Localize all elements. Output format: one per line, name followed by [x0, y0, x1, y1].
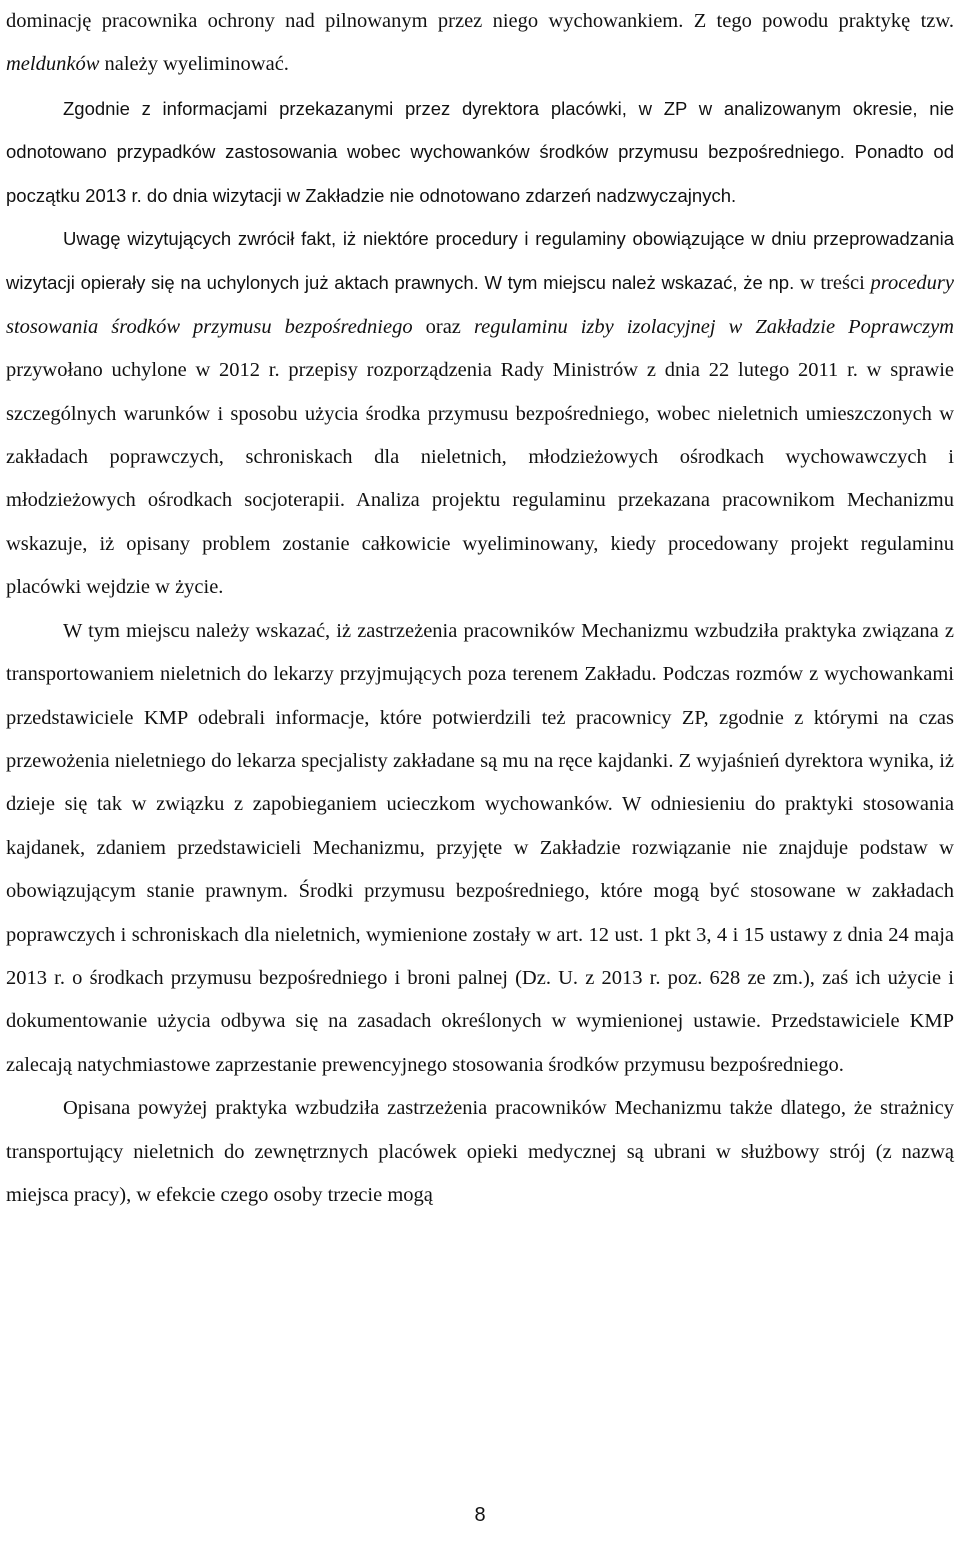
- paragraph-guard-uniforms: [6, 1087, 954, 1217]
- regulation-title: regulaminu izby izolacyjnej w Zakładzie Poprawczym: [473, 315, 954, 338]
- paragraph-director-information: [6, 87, 954, 217]
- paragraph-handcuffs-transport: [6, 610, 954, 1087]
- paragraph-text: Uwagę wizytujących zwrócił fakt, iż niektóre procedury i regulaminy obowiązujące w dniu przeprowadzania wizytacji opierały się na uchylonych już aktach prawnych. W tym miejscu należ wskazać, że np.: [6, 228, 954, 294]
- page-number: 8: [474, 1504, 486, 1526]
- emphasized-term: meldunków: [6, 53, 100, 76]
- paragraph-text: przywołano uchylone w 2012 r. przepisy rozporządzenia Rady Ministrów z dnia 22 lutego 2011 r. w sprawie szczególnych warunków i sposobu użycia środka przymusu bezpośredniego, wobec nieletnich umieszczonych w zakładach poprawczych, schroniskach dla nieletnich, młodzieżowych ośrodkach wychowawczych i młodzieżowych ośrodkach socjoterapii. Analiza projektu regulaminu przekazana pracownikom Mechanizmu wskazuje, iż opisany problem zostanie całkowicie wyeliminowany, kiedy procedowany projekt regulaminu placówki wejdzie w życie.: [6, 359, 954, 599]
- paragraph-text: Zgodnie z informacjami przekazanymi przez dyrektora placówki, w ZP w analizowanym okresie, nie odnotowano przypadków zastosowania wobec wychowanków środków przymusu bezpośredniego. Ponadto od początku 2013 r. do dnia wizytacji w Zakładzie nie odnotowano zdarzeń nadzwyczajnych.: [6, 97, 954, 206]
- paragraph-text: w treści: [799, 272, 871, 295]
- paragraph-text: oraz: [412, 315, 474, 338]
- paragraph-text: Opisana powyżej praktyka wzbudziła zastrzeżenia pracowników Mechanizmu także dlatego, że strażnicy transportujący nieletnich do zewnętrznych placówek opieki medycznej są ubrani w służbowy strój (z nazwą miejsca pracy), w efekcie czego osoby trzecie mogą: [6, 1097, 954, 1206]
- paragraph-outdated-procedures: [6, 217, 954, 610]
- paragraph-text: W tym miejscu należy wskazać, iż zastrzeżenia pracowników Mechanizmu wzbudziła praktyka związana z transportowaniem nieletnich do lekarzy przyjmujących poza terenem Zakładu. Podczas rozmów z wychowankami przedstawiciele KMP odebrali informacje, które potwierdzili też pracownicy ZP, zgodnie z którymi na czas przewożenia nieletniego do lekarza specjalisty zakładane są mu na ręce kajdanki. Z wyjaśnień dyrektora wynika, iż dzieje się tak w związku z zapobieganiem ucieczkom wychowanków. W odniesieniu do praktyki stosowania kajdanek, zdaniem przedstawicieli Mechanizmu, przyjęte w Zakładzie rozwiązanie nie znajduje podstaw w obowiązującym stanie prawnym. Środki przymusu bezpośredniego, które mogą być stosowane w zakładach poprawczych i schroniskach dla nieletnich, wymienione zostały w art. 12 ust. 1 pkt 3, 4 i 15 ustawy z dnia 24 maja 2013 r. o środkach przymusu bezpośredniego i broni palnej (Dz. U. z 2013 r. poz. 628 ze zm.), zaś ich użycie i dokumentowanie użycia odbywa się na zasadach określonych w wymienionej ustawie. Przedstawiciele KMP zalecają natychmiastowe zaprzestanie prewencyjnego stosowania środków przymusu bezpośredniego.: [6, 619, 954, 1076]
- document-body: [6, 0, 954, 1217]
- procedure-title: procedury stosowania środków przymusu bezpośredniego: [6, 272, 954, 338]
- paragraph-text: należy wyeliminować.: [99, 53, 289, 76]
- paragraph-text: dominację pracownika ochrony nad pilnowanym przez niego wychowankiem. Z tego powodu praktykę tzw.: [6, 10, 954, 32]
- paragraph-guard-dominance: [6, 0, 954, 87]
